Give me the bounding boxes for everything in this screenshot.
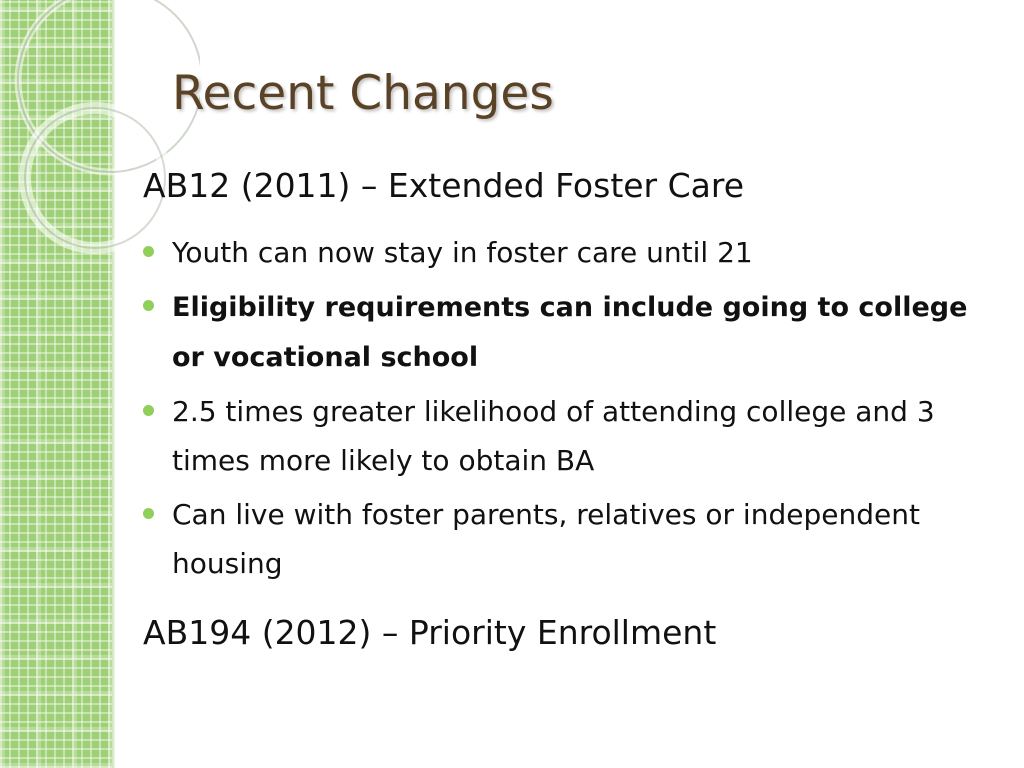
bullet-item (143, 282, 1003, 382)
bullet-item (143, 490, 1003, 588)
bullet-dot-icon (143, 508, 154, 519)
bullet-text: Youth can now stay in foster care until 21 (172, 236, 753, 269)
bullet-text: Can live with foster parents, relatives or independent housing (172, 498, 920, 580)
bullet-dot-icon (143, 246, 154, 257)
bullet-item (143, 387, 1003, 485)
decorative-rings (0, 0, 200, 260)
section-heading-ab12: AB12 (2011) – Extended Foster Care (143, 166, 745, 205)
bullet-list (143, 228, 1003, 593)
bullet-dot-icon (143, 405, 154, 416)
section-heading-ab194: AB194 (2012) – Priority Enrollment (143, 613, 717, 652)
bullet-dot-icon (143, 300, 154, 311)
slide-title: Recent Changes (172, 66, 554, 121)
bullet-item (143, 228, 1003, 277)
bullet-text-bold: Eligibility requirements can include going to college or vocational school (172, 292, 968, 373)
bullet-text: 2.5 times greater likelihood of attending college and 3 times more likely to obtain BA (172, 395, 935, 477)
